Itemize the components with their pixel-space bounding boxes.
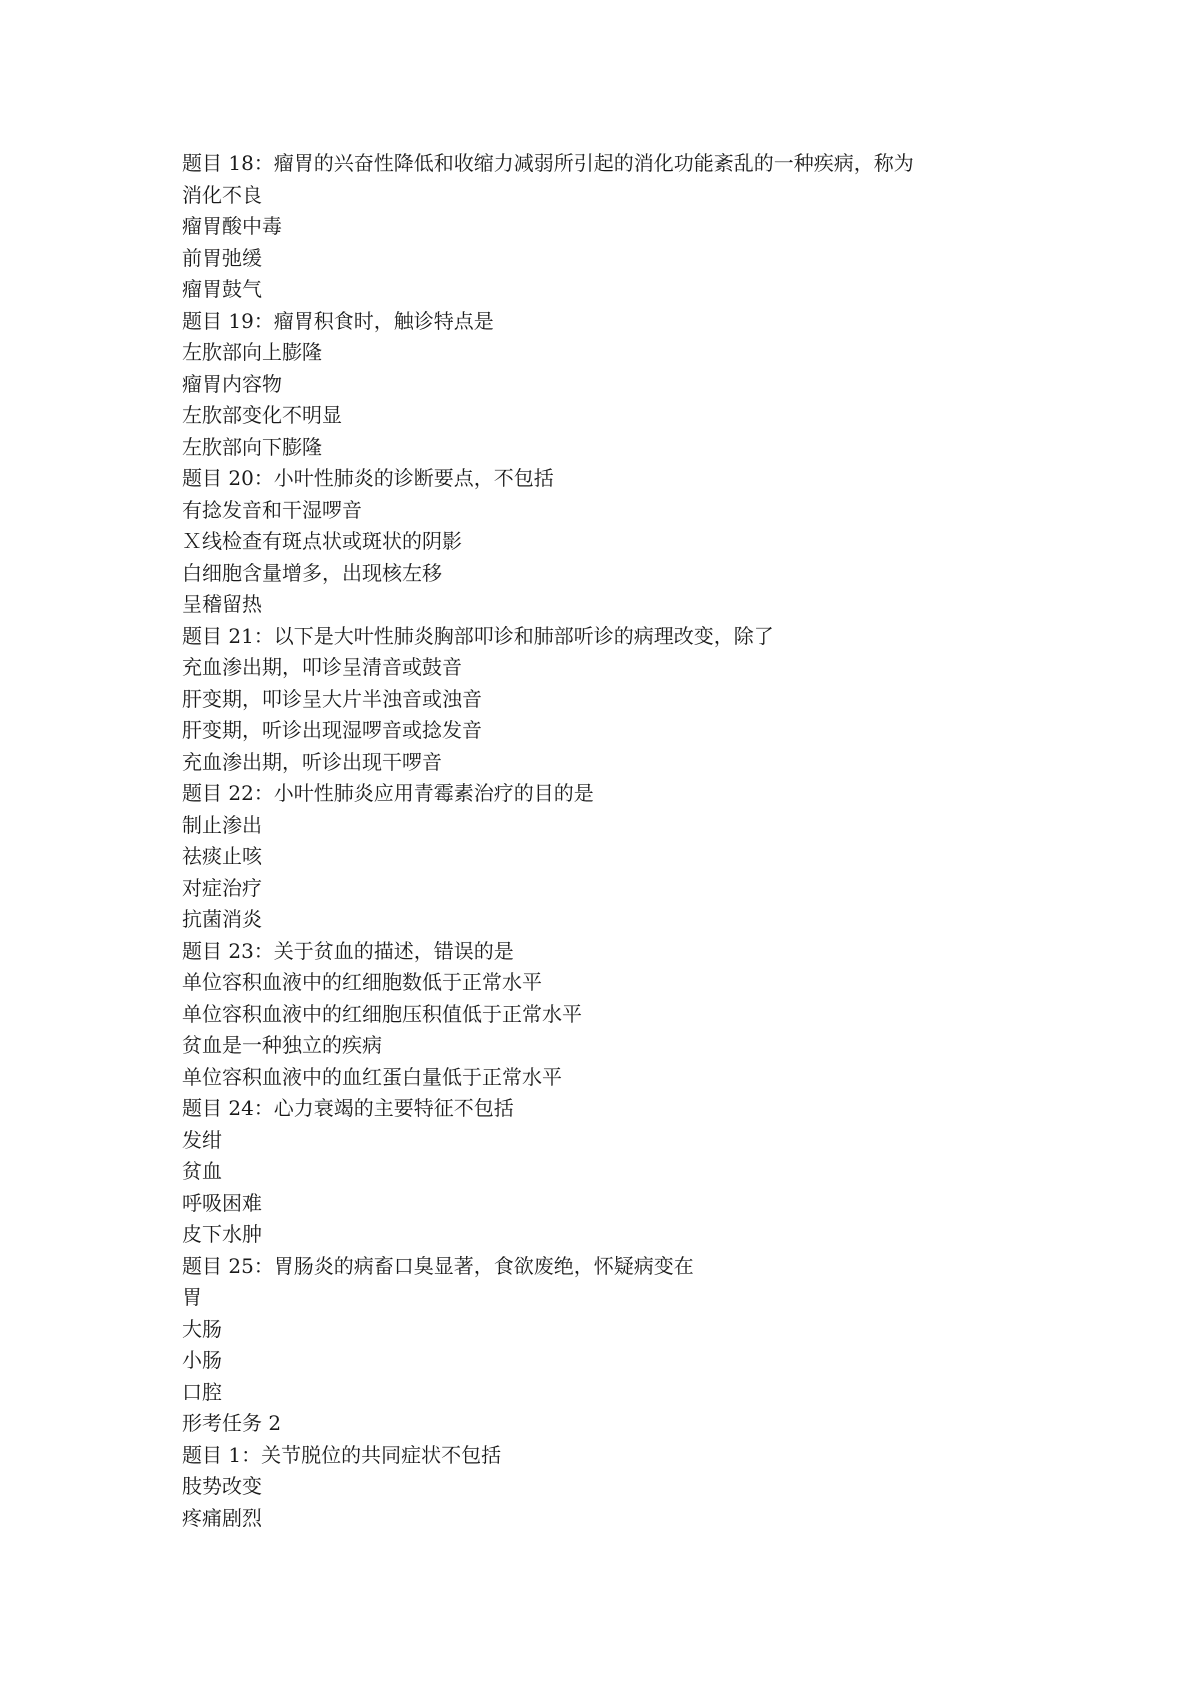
option-line: 单位容积血液中的血红蛋白量低于正常水平 [182, 1064, 562, 1089]
section-heading: 形考任务 2 [182, 1411, 282, 1435]
option-line: 肝变期，听诊出现湿啰音或捻发音 [182, 718, 482, 742]
option-line: 贫血是一种独立的疾病 [182, 1033, 382, 1057]
question-1: 题目 1：关节脱位的共同症状不包括 [182, 1442, 502, 1467]
question-20: 题目 20：小叶性肺炎的诊断要点，不包括 [182, 466, 554, 490]
question-22: 题目 22：小叶性肺炎应用青霉素治疗的目的是 [182, 781, 594, 805]
option-line: 口腔 [182, 1379, 222, 1404]
option-line: 呼吸困难 [182, 1190, 262, 1215]
option-line: 左肷部变化不明显 [182, 403, 342, 427]
option-line: 瘤胃酸中毒 [182, 214, 282, 238]
question-19: 题目 19：瘤胃积食时，触诊特点是 [182, 308, 494, 333]
option-line: Ｘ线检查有斑点状或斑状的阴影 [182, 529, 462, 553]
question-23: 题目 23：关于贫血的描述，错误的是 [182, 938, 514, 963]
option-line: 充血渗出期，叩诊呈清音或鼓音 [182, 655, 462, 679]
question-25: 题目 25：胃肠炎的病畜口臭显著，食欲废绝，怀疑病变在 [182, 1253, 694, 1278]
option-line: 皮下水肿 [182, 1222, 262, 1246]
option-line: 肢势改变 [182, 1474, 262, 1498]
option-line: 呈稽留热 [182, 592, 262, 616]
question-21: 题目 21：以下是大叶性肺炎胸部叩诊和肺部听诊的病理改变，除了 [182, 623, 774, 648]
option-line: 肝变期，叩诊呈大片半浊音或浊音 [182, 686, 482, 711]
option-line: 对症治疗 [182, 875, 262, 900]
option-line: 抗菌消炎 [182, 907, 262, 931]
option-line: 充血渗出期，听诊出现干啰音 [182, 749, 442, 774]
question-24: 题目 24：心力衰竭的主要特征不包括 [182, 1096, 514, 1120]
question-18: 题目 18：瘤胃的兴奋性降低和收缩力减弱所引起的消化功能紊乱的一种疾病，称为 [182, 151, 914, 175]
option-line: 有捻发音和干湿啰音 [182, 497, 362, 522]
option-line: 疼痛剧烈 [182, 1505, 262, 1530]
option-line: 左肷部向上膨隆 [182, 340, 322, 364]
option-line: 单位容积血液中的红细胞数低于正常水平 [182, 970, 542, 994]
option-line: 单位容积血液中的红细胞压积值低于正常水平 [182, 1001, 582, 1026]
option-line: 胃 [182, 1285, 202, 1309]
document-body [182, 148, 1042, 1534]
option-line: 小肠 [182, 1348, 222, 1372]
option-line: 瘤胃鼓气 [182, 277, 262, 301]
option-line: 瘤胃内容物 [182, 371, 282, 396]
option-line: 制止渗出 [182, 812, 262, 837]
option-line: 发绀 [182, 1127, 222, 1152]
option-line: 前胃弛缓 [182, 245, 262, 270]
option-line: 大肠 [182, 1316, 222, 1341]
option-line: 祛痰止咳 [182, 844, 262, 868]
option-line: 白细胞含量增多，出现核左移 [182, 560, 442, 585]
option-line: 贫血 [182, 1159, 222, 1183]
option-line: 左肷部向下膨隆 [182, 434, 322, 459]
option-line: 消化不良 [182, 182, 262, 207]
